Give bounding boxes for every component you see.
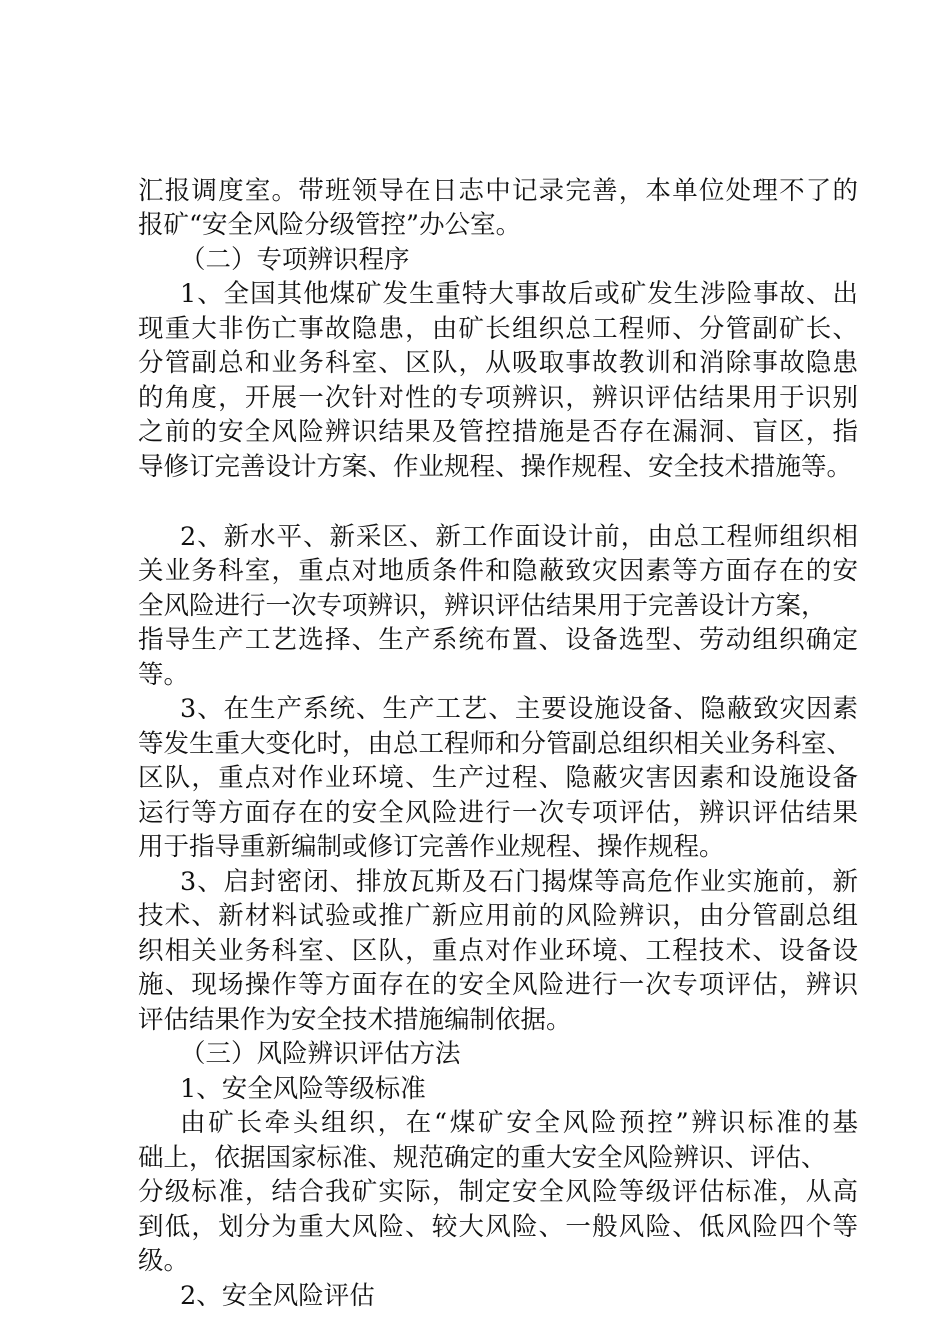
- text-line: 施、现场操作等方面存在的安全风险进行一次专项评估，辨识: [138, 970, 858, 1000]
- text-line: 1、全国其他煤矿发生重特大事故后或矿发生涉险事故、出: [180, 279, 858, 309]
- text-line: 全风险进行一次专项辨识，辨识评估结果用于完善设计方案，: [138, 591, 827, 621]
- text-line: 由矿长牵头组织，在“煤矿安全风险预控”辨识标准的基: [180, 1108, 858, 1138]
- text-line: 用于指导重新编制或修订完善作业规程、操作规程。: [138, 832, 725, 862]
- text-line: 报矿“安全风险分级管控”办公室。: [138, 210, 522, 240]
- text-line: 区队，重点对作业环境、生产过程、隐蔽灾害因素和设施设备: [138, 763, 858, 793]
- text-line: 汇报调度室。带班领导在日志中记录完善，本单位处理不了的: [138, 176, 858, 206]
- text-line: 分级标准，结合我矿实际，制定安全风险等级评估标准，从高: [138, 1177, 858, 1207]
- text-line: 导修订完善设计方案、作业规程、操作规程、安全技术措施等。: [138, 452, 853, 482]
- text-line: 分管副总和业务科室、区队，从吸取事故教训和消除事故隐患: [138, 348, 858, 378]
- text-line: 技术、新材料试验或推广新应用前的风险辨识，由分管副总组: [138, 901, 858, 931]
- subsection-heading: 2、安全风险评估: [180, 1281, 375, 1311]
- text-line: 运行等方面存在的安全风险进行一次专项评估，辨识评估结果: [138, 798, 858, 828]
- text-line: 等发生重大变化时，由总工程师和分管副总组织相关业务科室、: [138, 729, 853, 759]
- text-line: 之前的安全风险辨识结果及管控措施是否存在漏洞、盲区，指: [138, 417, 858, 447]
- text-line: 现重大非伤亡事故隐患，由矿长组织总工程师、分管副矿长、: [138, 314, 858, 344]
- text-line: 到低，划分为重大风险、较大风险、一般风险、低风险四个等: [138, 1212, 858, 1242]
- section-heading: （二）专项辨识程序: [180, 245, 410, 275]
- text-line: 关业务科室，重点对地质条件和隐蔽致灾因素等方面存在的安: [138, 556, 858, 586]
- text-line: 3、在生产系统、生产工艺、主要设施设备、隐蔽致灾因素: [180, 694, 858, 724]
- text-line: 指导生产工艺选择、生产系统布置、设备选型、劳动组织确定: [138, 625, 858, 655]
- subsection-heading: 1、安全风险等级标准: [180, 1074, 426, 1104]
- text-line: 等。: [138, 660, 190, 690]
- text-line: 级。: [138, 1246, 190, 1276]
- text-line: 织相关业务科室、区队，重点对作业环境、工程技术、设备设: [138, 936, 858, 966]
- section-heading: （三）风险辨识评估方法: [180, 1039, 461, 1069]
- text-line: 2、新水平、新采区、新工作面设计前，由总工程师组织相: [180, 522, 858, 552]
- text-line: 评估结果作为安全技术措施编制依据。: [138, 1005, 572, 1035]
- text-line: 础上，依据国家标准、规范确定的重大安全风险辨识、评估、: [138, 1143, 827, 1173]
- text-line: 3、启封密闭、排放瓦斯及石门揭煤等高危作业实施前，新: [180, 867, 858, 897]
- text-line: 的角度，开展一次针对性的专项辨识，辨识评估结果用于识别: [138, 383, 858, 413]
